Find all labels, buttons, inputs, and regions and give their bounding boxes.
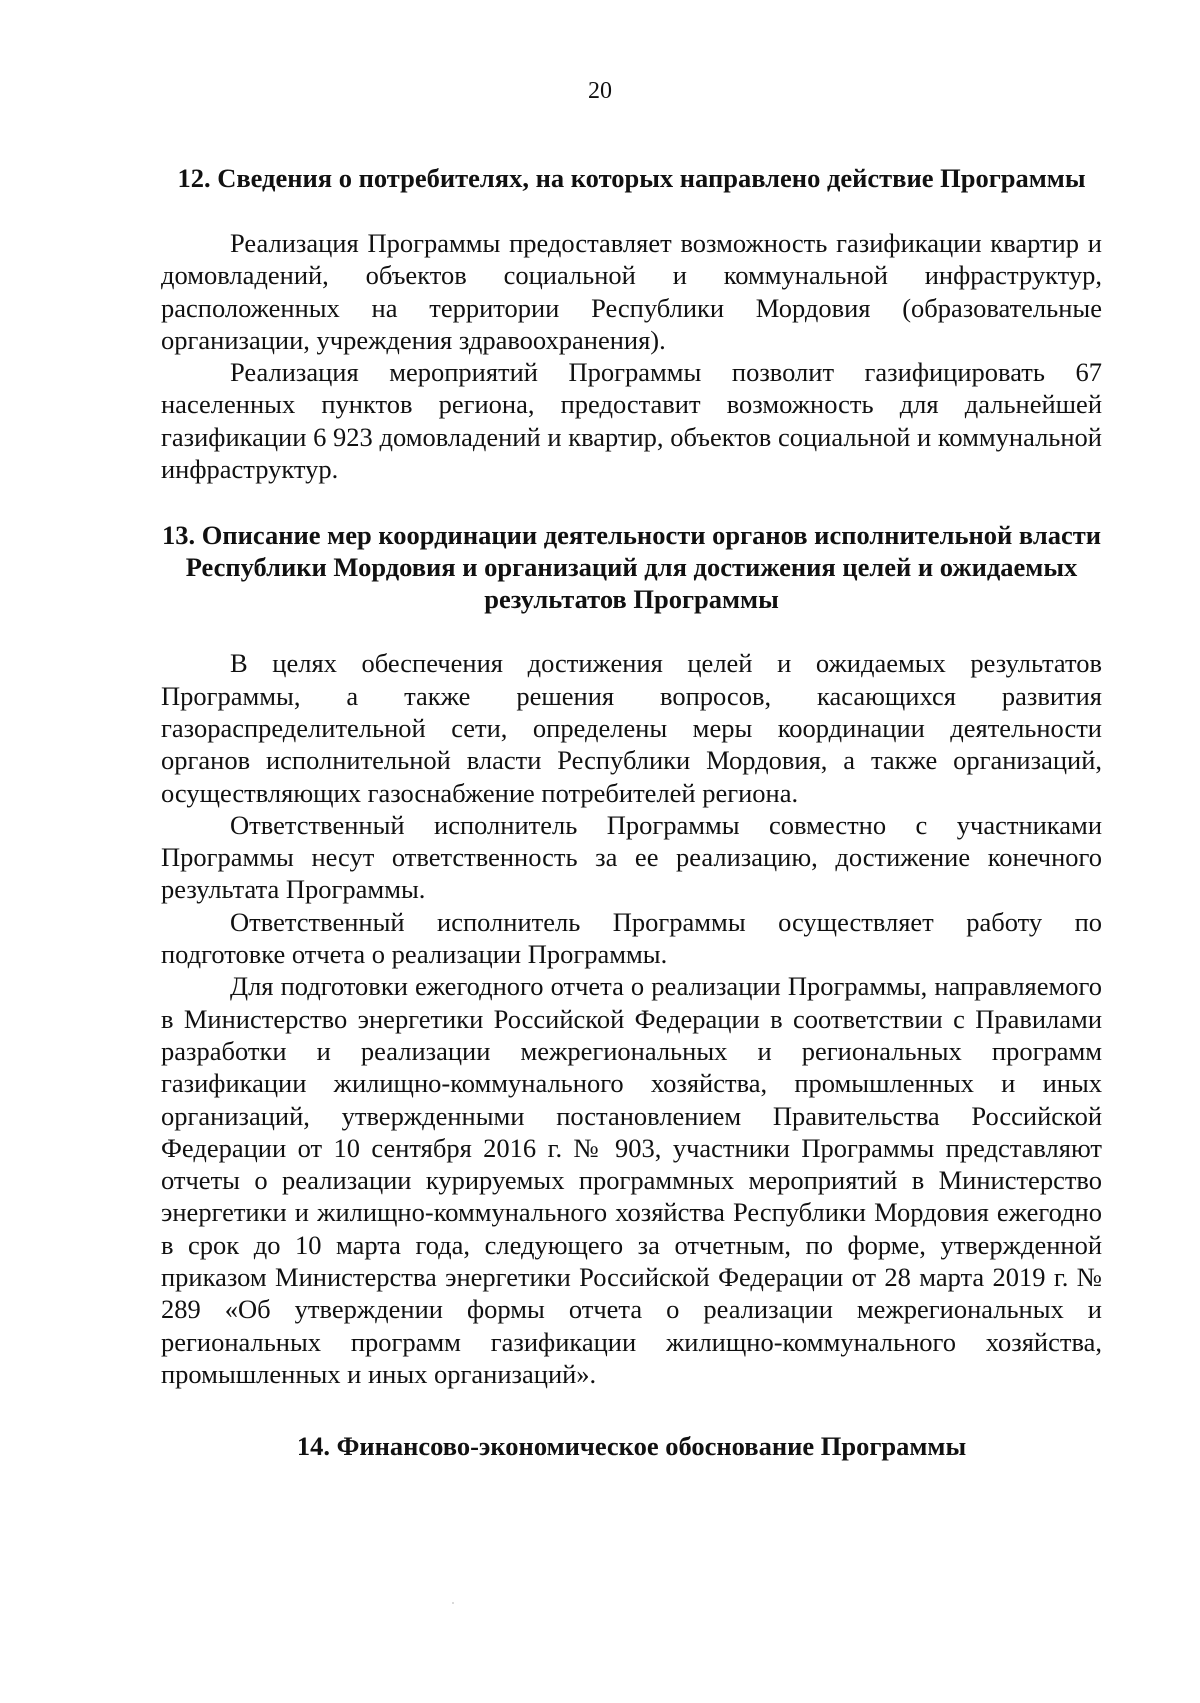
section-13-paragraph-4: Для подготовки ежегодного отчета о реализации Программы, направляемого в Министерство энергетики Российской Федерации в соответствии с Правилами разработки и реализации межрегиональных и региональных программ газификации жилищно-коммунального хозяйства, промышленных и иных организаций, утвержденными постановлением Правительства Российской Федерации от 10 сентября 2016 г. № 903, участники Программы представляют отчеты о реализации курируемых программных мероприятий в Министерство энергетики и жилищно-коммунального хозяйства Республики Мордовия ежегодно в срок до 10 марта года, следующего за отчетным, по форме, утвержденной приказом Министерства энергетики Российской Федерации от 28 марта 2019 г. № 289 «Об утверждении формы отчета о реализации межрегиональных и региональных программ газификации жилищно-коммунального хозяйства, промышленных и иных организаций». <box>161 971 1102 1389</box>
section-14-title: 14. Финансово-экономическое обоснование Программы <box>296 1431 967 1462</box>
section-12-title: 12. Сведения о потребителях, на которых направлено действие Программы <box>177 163 1086 193</box>
section-12-paragraph-1: Реализация Программы предоставляет возможность газификации квартир и домовладений, объектов социальной и коммунальной инфраструктур, расположенных на территории Республики Мордовия (образовательные организации, учреждения здравоохранения). <box>161 228 1102 355</box>
section-12-paragraph-2: Реализация мероприятий Программы позволит газифицировать 67 населенных пунктов региона, предоставит возможность для дальнейшей газификации 6 923 домовладений и квартир, объектов социальной и коммунальной инфраструктур. <box>161 357 1102 485</box>
section-13 <box>161 519 1102 1390</box>
scan-speck <box>452 1602 454 1604</box>
section-13-paragraph-2: Ответственный исполнитель Программы совместно с участниками Программы несут ответственность за ее реализацию, достижение конечного результата Программы. <box>161 809 1102 905</box>
section-13-title: 13. Описание мер координации деятельности органов исполнительной власти Республики Мордовия и организаций для достижения целей и ожидаемых результатов Программы <box>162 520 1101 615</box>
document-body <box>161 162 1102 1462</box>
page-number: 20 <box>588 78 612 104</box>
section-13-paragraph-1: В целях обеспечения достижения целей и ожидаемых результатов Программы, а также решения вопросов, касающихся развития газораспределительной сети, определены меры координации деятельности органов исполнительной власти Республики Мордовия, а также организаций, осуществляющих газоснабжение потребителей региона. <box>161 648 1102 808</box>
section-12 <box>161 162 1102 485</box>
section-14 <box>161 1430 1102 1462</box>
section-13-paragraph-3: Ответственный исполнитель Программы осуществляет работу по подготовке отчета о реализации Программы. <box>161 906 1102 970</box>
